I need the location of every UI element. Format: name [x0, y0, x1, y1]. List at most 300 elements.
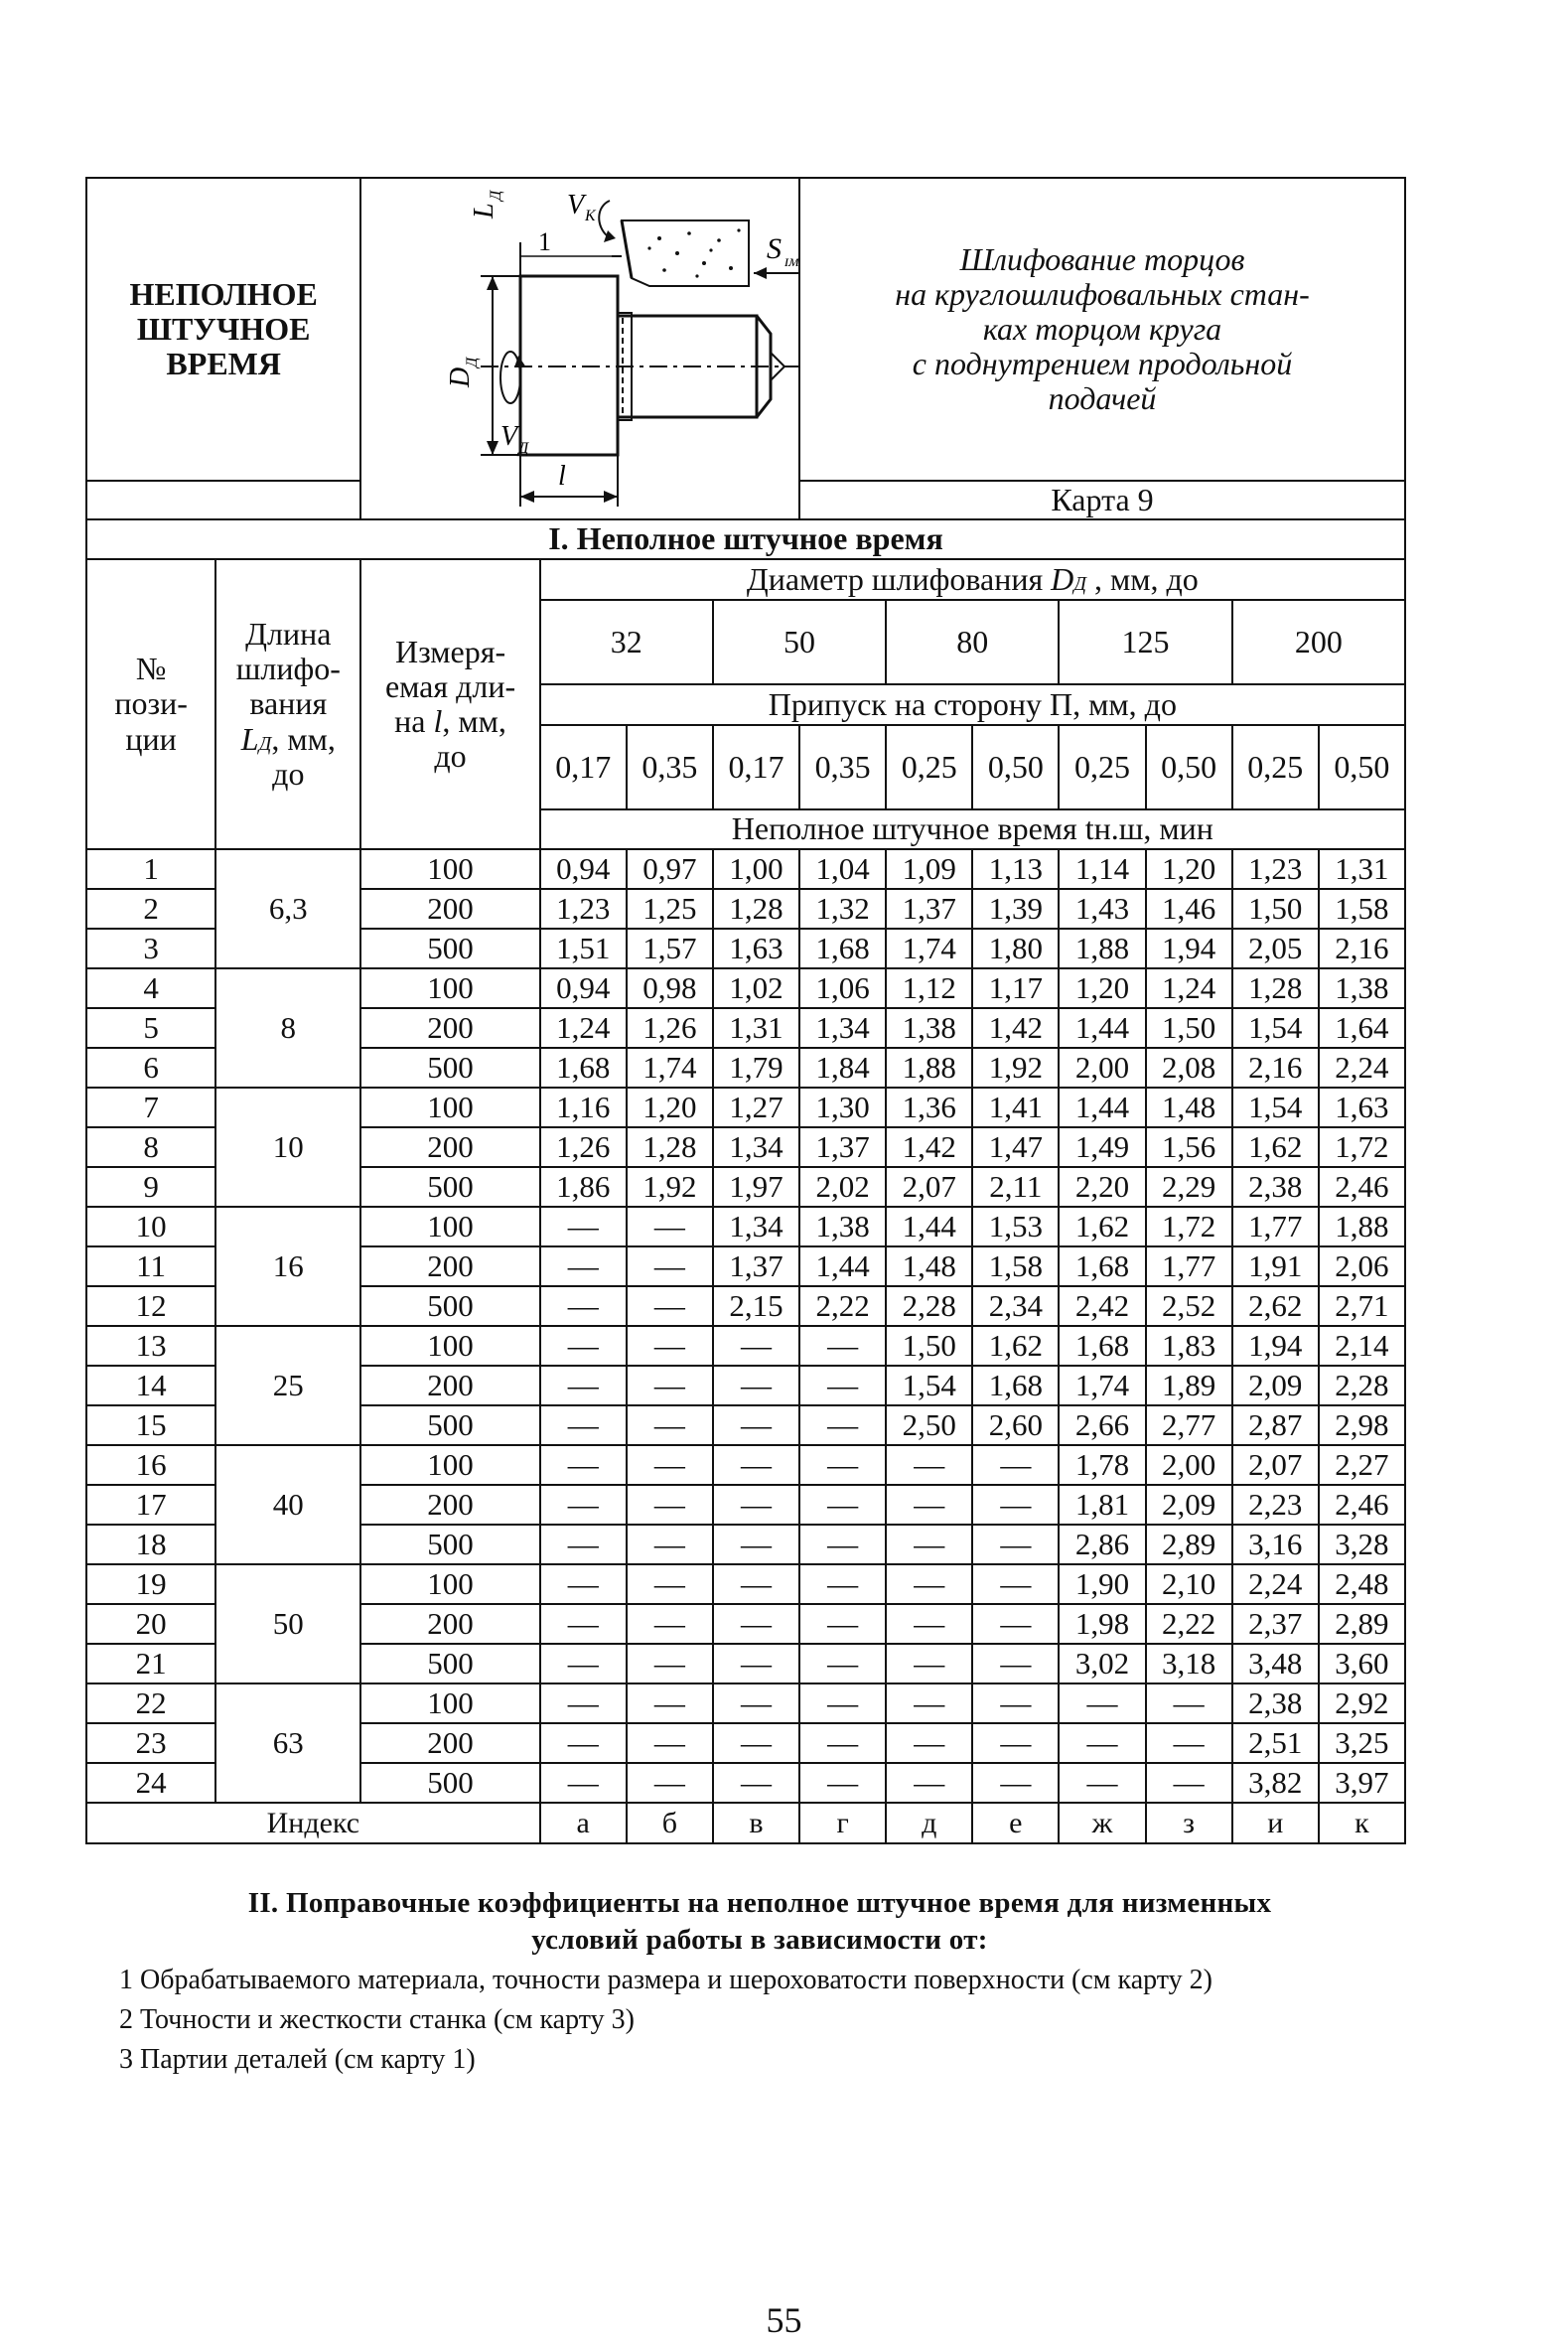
position-cell: 5	[86, 1008, 215, 1048]
time-cell: 1,97	[713, 1167, 799, 1207]
time-cell: —	[540, 1246, 627, 1286]
operation-description: Шлифование торцов на круглошлифовальных стан- ках торцом круга с поднутрением продольной подачей	[799, 178, 1405, 481]
time-cell: —	[799, 1564, 886, 1604]
table-row	[86, 1564, 1405, 1604]
allowance-value: 0,50	[1319, 725, 1405, 809]
time-cell: 2,11	[972, 1167, 1059, 1207]
table-row	[86, 1088, 1405, 1127]
time-cell: —	[799, 1644, 886, 1683]
time-cell: 1,02	[713, 968, 799, 1008]
time-cell: —	[713, 1604, 799, 1644]
index-cell: в	[713, 1803, 799, 1843]
label-vd: V	[500, 421, 518, 452]
time-cell: 2,38	[1232, 1683, 1319, 1723]
length-cell: 10	[215, 1088, 360, 1207]
length-cell: 16	[215, 1207, 360, 1326]
time-cell: 1,31	[713, 1008, 799, 1048]
page-number: 55	[766, 2300, 802, 2340]
time-cell: 1,20	[1146, 849, 1232, 889]
time-cell: 2,51	[1232, 1723, 1319, 1763]
time-cell: —	[1146, 1683, 1232, 1723]
time-cell: 1,77	[1232, 1207, 1319, 1246]
index-cell: ж	[1059, 1803, 1145, 1843]
time-cell: —	[540, 1445, 627, 1485]
time-cell: 1,16	[540, 1088, 627, 1127]
time-cell: 2,27	[1319, 1445, 1405, 1485]
correction-item: 2 Точности и жесткости станка (см карту 3)	[119, 2004, 635, 2036]
header-title-tail	[86, 481, 360, 519]
allowance-value: 0,17	[713, 725, 799, 809]
time-cell: —	[799, 1405, 886, 1445]
time-cell: 1,57	[627, 929, 713, 968]
time-cell: —	[540, 1405, 627, 1445]
time-cell: 1,79	[713, 1048, 799, 1088]
time-cell: —	[1059, 1723, 1145, 1763]
table-row	[86, 1326, 1405, 1366]
grinding-diagram-drawing	[361, 179, 923, 518]
time-cell: 1,48	[886, 1246, 972, 1286]
time-cell: 1,86	[540, 1167, 627, 1207]
time-cell: 1,36	[886, 1088, 972, 1127]
time-cell: 1,28	[627, 1127, 713, 1167]
time-cell: 1,51	[540, 929, 627, 968]
measured-length-cell: 500	[360, 1763, 539, 1803]
time-cell: —	[713, 1683, 799, 1723]
allowance-value: 0,35	[627, 725, 713, 809]
time-cell: 1,32	[799, 889, 886, 929]
time-cell: 1,47	[972, 1127, 1059, 1167]
time-cell: —	[540, 1683, 627, 1723]
time-cell: 1,77	[1146, 1246, 1232, 1286]
time-cell: 2,87	[1232, 1405, 1319, 1445]
time-cell: 1,24	[540, 1008, 627, 1048]
position-cell: 11	[86, 1246, 215, 1286]
time-cell: —	[799, 1525, 886, 1564]
label-s: S	[767, 232, 783, 265]
time-cell: 1,14	[1059, 849, 1145, 889]
measured-length-cell: 500	[360, 1644, 539, 1683]
time-cell: —	[972, 1564, 1059, 1604]
time-cell: —	[799, 1485, 886, 1525]
measured-length-cell: 500	[360, 1286, 539, 1326]
time-cell: —	[627, 1644, 713, 1683]
time-cell: 0,94	[540, 849, 627, 889]
position-cell: 19	[86, 1564, 215, 1604]
time-cell: —	[713, 1445, 799, 1485]
measured-length-cell: 100	[360, 1683, 539, 1723]
position-cell: 2	[86, 889, 215, 929]
measured-length-cell: 500	[360, 929, 539, 968]
time-cell: 2,89	[1146, 1525, 1232, 1564]
time-cell: 1,27	[713, 1088, 799, 1127]
label-l: l	[558, 461, 567, 492]
position-cell: 4	[86, 968, 215, 1008]
time-cell: 1,20	[1059, 968, 1145, 1008]
time-cell: 3,16	[1232, 1525, 1319, 1564]
length-cell: 25	[215, 1326, 360, 1445]
allowance-value: 0,25	[1232, 725, 1319, 809]
time-cell: —	[540, 1644, 627, 1683]
time-cell: 1,53	[972, 1207, 1059, 1246]
time-cell: 1,23	[540, 889, 627, 929]
time-cell: —	[540, 1564, 627, 1604]
measured-length-cell: 100	[360, 1564, 539, 1604]
measured-length-cell: 200	[360, 1723, 539, 1763]
length-cell: 8	[215, 968, 360, 1088]
time-cell: 1,62	[972, 1326, 1059, 1366]
measured-length-cell: 100	[360, 1207, 539, 1246]
time-cell: 1,26	[540, 1127, 627, 1167]
time-cell: 1,37	[799, 1127, 886, 1167]
position-cell: 6	[86, 1048, 215, 1088]
position-cell: 20	[86, 1604, 215, 1644]
time-cell: —	[713, 1485, 799, 1525]
time-cell: 2,16	[1319, 929, 1405, 968]
position-cell: 23	[86, 1723, 215, 1763]
time-cell: —	[799, 1683, 886, 1723]
time-cell: —	[540, 1366, 627, 1405]
time-cell: 3,60	[1319, 1644, 1405, 1683]
time-cell: 2,08	[1146, 1048, 1232, 1088]
header-title: НЕПОЛНОЕ ШТУЧНОЕ ВРЕМЯ	[86, 178, 360, 481]
time-cell: 1,62	[1059, 1207, 1145, 1246]
time-cell: 2,52	[1146, 1286, 1232, 1326]
time-cell: 2,22	[799, 1286, 886, 1326]
label-s-sub: ɪм	[784, 253, 799, 270]
index-cell: б	[627, 1803, 713, 1843]
time-cell: 1,74	[886, 929, 972, 968]
allowance-value: 0,25	[886, 725, 972, 809]
time-cell: 1,88	[886, 1048, 972, 1088]
time-cell: —	[886, 1683, 972, 1723]
allowance-header: Припуск на сторону П, мм, до	[540, 684, 1405, 725]
allowance-value: 0,50	[972, 725, 1059, 809]
time-cell: 3,82	[1232, 1763, 1319, 1803]
position-cell: 16	[86, 1445, 215, 1485]
time-cell: 2,42	[1059, 1286, 1145, 1326]
time-cell: 1,04	[799, 849, 886, 889]
time-cell: 1,72	[1319, 1127, 1405, 1167]
time-cell: 1,78	[1059, 1445, 1145, 1485]
col-measured-length-header: Измеря- емая дли- на l, мм, до	[360, 559, 539, 849]
time-cell: —	[627, 1525, 713, 1564]
table-row	[86, 849, 1405, 889]
time-cell: 1,44	[799, 1246, 886, 1286]
time-cell: 1,39	[972, 889, 1059, 929]
time-cell: 3,28	[1319, 1525, 1405, 1564]
time-cell: 1,74	[627, 1048, 713, 1088]
index-cell: к	[1319, 1803, 1405, 1843]
time-cell: —	[713, 1366, 799, 1405]
measured-length-cell: 500	[360, 1048, 539, 1088]
time-cell: —	[1059, 1683, 1145, 1723]
time-cell: 1,41	[972, 1088, 1059, 1127]
time-cell: 2,77	[1146, 1405, 1232, 1445]
table-row	[86, 968, 1405, 1008]
time-cell: 2,38	[1232, 1167, 1319, 1207]
index-cell: з	[1146, 1803, 1232, 1843]
time-cell: —	[886, 1564, 972, 1604]
diameter-value: 80	[886, 600, 1059, 684]
table-row	[86, 1683, 1405, 1723]
measured-length-cell: 100	[360, 1326, 539, 1366]
time-cell: 1,20	[627, 1088, 713, 1127]
time-cell: —	[972, 1445, 1059, 1485]
label-ld: L	[469, 203, 500, 219]
time-cell: 1,91	[1232, 1246, 1319, 1286]
section-2	[119, 1885, 1400, 2078]
time-cell: 1,58	[1319, 889, 1405, 929]
time-cell: 2,09	[1146, 1485, 1232, 1525]
time-cell: 2,28	[886, 1286, 972, 1326]
time-cell: —	[799, 1723, 886, 1763]
measured-length-cell: 100	[360, 849, 539, 889]
position-cell: 22	[86, 1683, 215, 1723]
operation-table	[85, 177, 1406, 1844]
time-cell: 2,46	[1319, 1167, 1405, 1207]
index-cell: г	[799, 1803, 886, 1843]
time-cell: 2,71	[1319, 1286, 1405, 1326]
time-cell: —	[713, 1525, 799, 1564]
time-cell: 1,37	[713, 1246, 799, 1286]
time-cell: 2,60	[972, 1405, 1059, 1445]
time-cell: 2,48	[1319, 1564, 1405, 1604]
position-cell: 9	[86, 1167, 215, 1207]
time-cell: 1,34	[713, 1127, 799, 1167]
section-2-title: II. Поправочные коэффициенты на неполное штучное время для низменных условий работы в зависимости от:	[247, 1887, 1272, 1957]
allowance-value: 0,35	[799, 725, 886, 809]
length-cell: 63	[215, 1683, 360, 1803]
time-cell: —	[540, 1286, 627, 1326]
time-cell: —	[627, 1326, 713, 1366]
time-cell: 2,09	[1232, 1366, 1319, 1405]
time-cell: 2,62	[1232, 1286, 1319, 1326]
time-cell: 2,46	[1319, 1485, 1405, 1525]
time-cell: 1,88	[1319, 1207, 1405, 1246]
time-cell: —	[627, 1723, 713, 1763]
time-cell: 1,74	[1059, 1366, 1145, 1405]
correction-item: 1 Обрабатываемого материала, точности размера и шероховатости поверхности (см карту 2)	[119, 1965, 1212, 1996]
measured-length-cell: 200	[360, 1246, 539, 1286]
label-vk: V	[567, 190, 585, 220]
grinding-diagram	[360, 178, 799, 519]
time-cell: 1,89	[1146, 1366, 1232, 1405]
position-cell: 14	[86, 1366, 215, 1405]
time-cell: 1,44	[886, 1207, 972, 1246]
time-cell: 1,81	[1059, 1485, 1145, 1525]
time-cell: 1,44	[1059, 1088, 1145, 1127]
time-cell: 1,94	[1146, 929, 1232, 968]
time-cell: —	[972, 1763, 1059, 1803]
time-cell: 1,88	[1059, 929, 1145, 968]
position-cell: 1	[86, 849, 215, 889]
index-cell: е	[972, 1803, 1059, 1843]
time-cell: 1,31	[1319, 849, 1405, 889]
time-cell: 1,56	[1146, 1127, 1232, 1167]
time-cell: 2,00	[1146, 1445, 1232, 1485]
time-cell: 2,10	[1146, 1564, 1232, 1604]
label-one: 1	[538, 227, 552, 256]
diameter-value: 125	[1059, 600, 1231, 684]
allowance-value: 0,17	[540, 725, 627, 809]
time-cell: 1,54	[1232, 1008, 1319, 1048]
time-cell: 1,68	[799, 929, 886, 968]
time-cell: 1,38	[799, 1207, 886, 1246]
diameter-value: 50	[713, 600, 886, 684]
time-cell: —	[627, 1564, 713, 1604]
time-cell: 1,00	[713, 849, 799, 889]
time-cell: 1,49	[1059, 1127, 1145, 1167]
time-cell: —	[972, 1683, 1059, 1723]
label-ld-sub: Д	[488, 190, 505, 201]
time-cell: 2,86	[1059, 1525, 1145, 1564]
time-cell: 1,68	[1059, 1326, 1145, 1366]
position-cell: 15	[86, 1405, 215, 1445]
time-cell: 2,66	[1059, 1405, 1145, 1445]
time-cell: 1,90	[1059, 1564, 1145, 1604]
measured-length-cell: 200	[360, 1485, 539, 1525]
time-cell: —	[627, 1366, 713, 1405]
time-cell: —	[886, 1445, 972, 1485]
time-cell: —	[540, 1326, 627, 1366]
time-cell: 1,92	[972, 1048, 1059, 1088]
time-cell: 1,09	[886, 849, 972, 889]
correction-item: 3 Партии деталей (см карту 1)	[119, 2043, 476, 2075]
measured-length-cell: 200	[360, 1604, 539, 1644]
measured-length-cell: 100	[360, 1088, 539, 1127]
time-cell: —	[972, 1604, 1059, 1644]
time-cell: 1,43	[1059, 889, 1145, 929]
time-cell: 1,17	[972, 968, 1059, 1008]
time-cell: 3,97	[1319, 1763, 1405, 1803]
time-cell: —	[799, 1366, 886, 1405]
measured-length-cell: 500	[360, 1525, 539, 1564]
time-cell: —	[713, 1723, 799, 1763]
time-cell: —	[540, 1723, 627, 1763]
time-cell: 1,58	[972, 1246, 1059, 1286]
time-cell: —	[886, 1644, 972, 1683]
length-cell: 50	[215, 1564, 360, 1683]
time-cell: 2,15	[713, 1286, 799, 1326]
time-cell: 1,28	[713, 889, 799, 929]
time-cell: —	[627, 1246, 713, 1286]
time-cell: —	[540, 1525, 627, 1564]
time-cell: 1,50	[1146, 1008, 1232, 1048]
time-cell: 1,24	[1146, 968, 1232, 1008]
index-cell: а	[540, 1803, 627, 1843]
time-cell: 1,38	[886, 1008, 972, 1048]
time-cell: —	[713, 1326, 799, 1366]
time-cell: 2,92	[1319, 1683, 1405, 1723]
time-cell: —	[627, 1763, 713, 1803]
time-cell: —	[713, 1644, 799, 1683]
time-cell: 2,00	[1059, 1048, 1145, 1088]
measured-length-cell: 500	[360, 1405, 539, 1445]
time-cell: 2,06	[1319, 1246, 1405, 1286]
time-cell: 1,46	[1146, 889, 1232, 929]
time-cell: 1,63	[713, 929, 799, 968]
time-cell: 0,97	[627, 849, 713, 889]
time-cell: 1,13	[972, 849, 1059, 889]
time-cell: 1,42	[972, 1008, 1059, 1048]
table-row	[86, 1445, 1405, 1485]
time-cell: 1,72	[1146, 1207, 1232, 1246]
measured-length-cell: 200	[360, 1366, 539, 1405]
time-cell: 3,02	[1059, 1644, 1145, 1683]
length-cell: 40	[215, 1445, 360, 1564]
time-cell: —	[972, 1525, 1059, 1564]
label-dd: D	[445, 366, 477, 387]
time-cell: —	[799, 1604, 886, 1644]
time-cell: 2,24	[1319, 1048, 1405, 1088]
time-cell: 2,28	[1319, 1366, 1405, 1405]
time-cell: 1,54	[886, 1366, 972, 1405]
time-cell: —	[886, 1485, 972, 1525]
time-cell: —	[886, 1525, 972, 1564]
time-cell: 1,62	[1232, 1127, 1319, 1167]
measured-length-cell: 100	[360, 968, 539, 1008]
time-cell: 2,22	[1146, 1604, 1232, 1644]
position-cell: 8	[86, 1127, 215, 1167]
time-cell: 1,28	[1232, 968, 1319, 1008]
position-cell: 12	[86, 1286, 215, 1326]
time-cell: 1,48	[1146, 1088, 1232, 1127]
time-cell: —	[886, 1604, 972, 1644]
position-cell: 7	[86, 1088, 215, 1127]
col-length-header: Длина шлифо- вания LД, мм, до	[215, 559, 360, 849]
time-cell: 1,30	[799, 1088, 886, 1127]
time-cell: 1,50	[886, 1326, 972, 1366]
time-cell: 1,42	[886, 1127, 972, 1167]
time-cell: 1,80	[972, 929, 1059, 968]
time-cell: 2,89	[1319, 1604, 1405, 1644]
time-cell: 2,20	[1059, 1167, 1145, 1207]
time-cell: 1,98	[1059, 1604, 1145, 1644]
time-cell: 1,68	[972, 1366, 1059, 1405]
time-cell: —	[1059, 1763, 1145, 1803]
time-cell: 2,34	[972, 1286, 1059, 1326]
time-cell: 1,54	[1232, 1088, 1319, 1127]
time-cell: 1,64	[1319, 1008, 1405, 1048]
time-cell: 2,16	[1232, 1048, 1319, 1088]
time-cell: 2,23	[1232, 1485, 1319, 1525]
time-cell: 1,25	[627, 889, 713, 929]
time-cell: 1,83	[1146, 1326, 1232, 1366]
time-cell: —	[540, 1207, 627, 1246]
time-cell: 2,14	[1319, 1326, 1405, 1366]
time-cell: —	[713, 1763, 799, 1803]
time-cell: —	[713, 1405, 799, 1445]
time-cell: 1,63	[1319, 1088, 1405, 1127]
time-cell: —	[627, 1485, 713, 1525]
time-cell: —	[1146, 1763, 1232, 1803]
allowance-value: 0,50	[1146, 725, 1232, 809]
time-cell: —	[972, 1644, 1059, 1683]
position-cell: 13	[86, 1326, 215, 1366]
diameter-value: 200	[1232, 600, 1405, 684]
position-cell: 21	[86, 1644, 215, 1683]
time-cell: 1,92	[627, 1167, 713, 1207]
section-1-title: I. Неполное штучное время	[86, 519, 1405, 559]
time-cell: 3,18	[1146, 1644, 1232, 1683]
time-header: Неполное штучное время tн.ш, мин	[540, 809, 1405, 849]
time-cell: —	[713, 1564, 799, 1604]
time-cell: 2,07	[886, 1167, 972, 1207]
time-cell: 1,44	[1059, 1008, 1145, 1048]
time-cell: 1,50	[1232, 889, 1319, 929]
measured-length-cell: 200	[360, 889, 539, 929]
time-cell: —	[627, 1683, 713, 1723]
